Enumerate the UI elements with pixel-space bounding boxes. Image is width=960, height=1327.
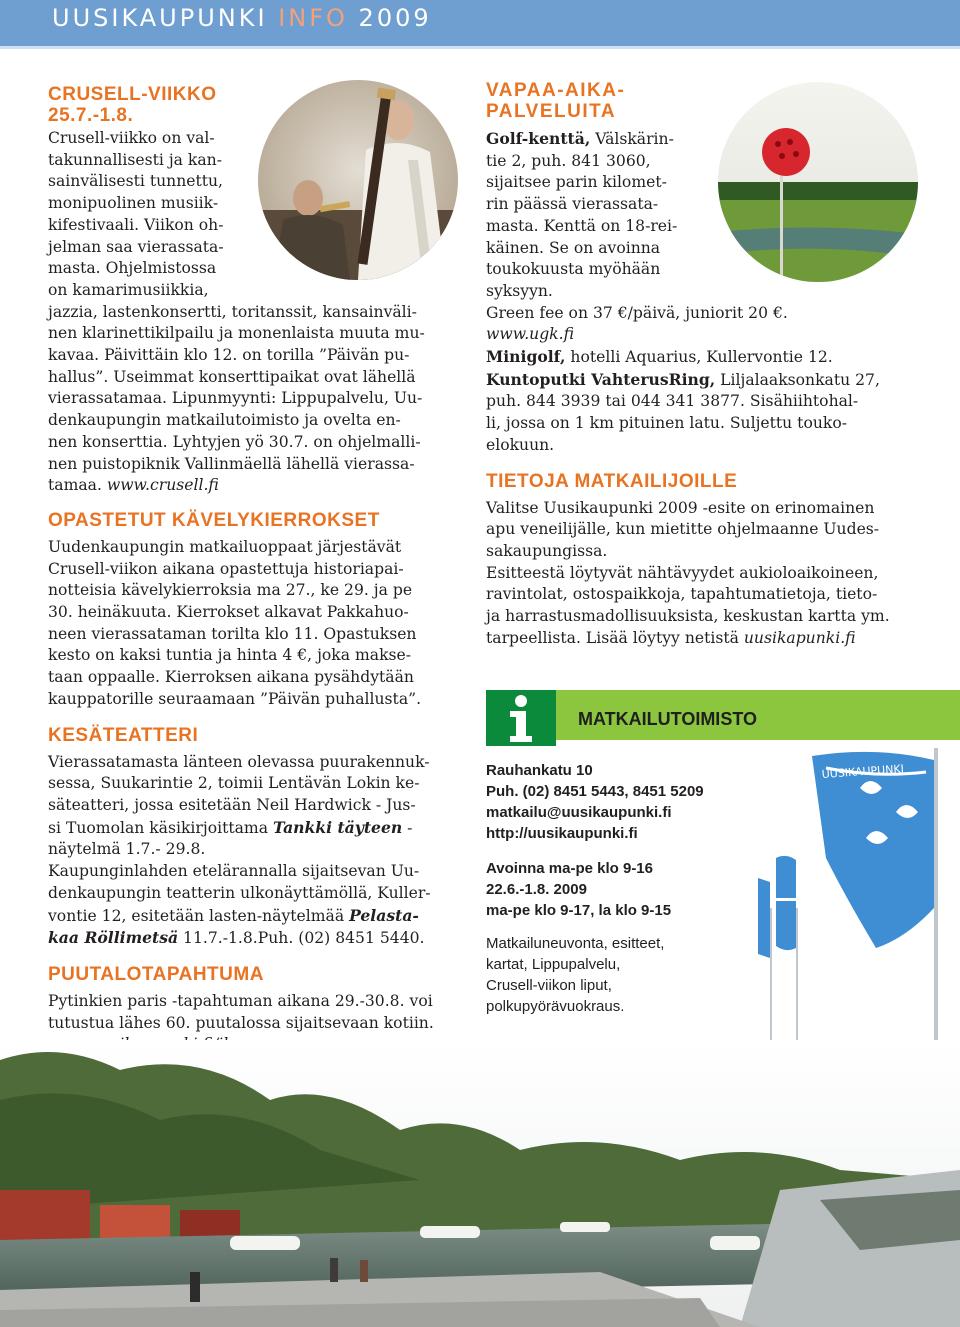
golf-line: sijaitsee parin kilomet- [486,173,667,192]
flag-text: UUSIKAUPUNKI [821,762,905,781]
leisure-heading-line2: PALVELUITA [486,101,617,122]
crusell-line: jazzia, lastenkonsertti, toritanssit, kansainväli- [48,302,417,321]
crusell-line: kifestivaali. Viikon oh- [48,215,224,234]
wood-heading: PUUTALOTAPAHTUMA [48,963,264,985]
walks-line: taan oppaalle. Kierroksen aikana pysähdytään [48,668,414,687]
kunto-address: Liljalaaksonkatu 27, [715,370,880,389]
office-address: Rauhankatu 10 [486,762,593,779]
minigolf-line [486,346,916,369]
theatre-line4-text: si Tuomolan käsikirjoittama [48,818,273,837]
office-hours: Avoinna ma-pe klo 9-16 [486,860,653,877]
leisure-heading [486,80,916,122]
header-title-year: 2009 [347,4,432,32]
theatre-line [48,905,454,928]
harbour-photo [0,1040,960,1327]
walks-line: kauppatorille seuraamaan ”Päivän puhallusta”. [48,689,422,708]
golf-link[interactable]: www.ugk.fi [486,325,574,344]
header-title [52,4,432,32]
kunto-title: Kuntoputki VahterusRing, [486,369,716,389]
theatre-line [48,927,454,950]
leisure-heading-line1: VAPAA-AIKA- [486,80,626,101]
right-column [486,80,916,649]
crusell-line: hallus”. Useimmat konserttipaikat ovat lähellä [48,367,416,386]
golf-line: rin päässä vierassata- [486,195,659,214]
walks-text [48,537,454,711]
crusell-line: jelman saa vierassata- [48,237,224,256]
tourists-last-text: tarpeellista. Lisää löytyy netistä [486,628,744,647]
theatre-line [48,817,454,840]
office-service-line: Matkailuneuvonta, esitteet, [486,935,665,952]
crusell-heading-dates: 25.7.-1.8. [48,105,134,126]
kunto-line: li, jossa on 1 km pituinen latu. Suljettu touko- [486,414,847,433]
crusell-text [48,128,454,497]
header-rule [0,46,960,49]
tourist-office-title: MATKAILUTOIMISTO [578,709,757,729]
tourists-line: ravintolat, ostospaikkoja, tapahtumatietoja, tieto- [486,585,878,604]
tourists-line: Esitteestä löytyvät nähtävyydet aukioloaikoineen, [486,563,879,582]
tourists-line: apu veneilijälle, kun mietitte ohjelmaanne Uudes- [486,520,880,539]
crusell-line: Crusell-viikko on val- [48,129,215,147]
office-season: 22.6.-1.8. 2009 [486,881,587,898]
crusell-line: denkaupungin matkailutoimisto ja ovelta en- [48,411,401,430]
theatre-kids-play-title: Pelasta- [349,905,419,925]
info-glyph [486,690,556,746]
crusell-heading [48,84,454,126]
golf-title: Golf-kenttä, [486,129,591,148]
tourist-office-details [486,760,746,1017]
header-title-part1: UUSIKAUPUNKI [52,4,279,32]
crusell-line: nen konserttia. Lyhtyjen yö 30.7. on ohjelmalli- [48,432,421,451]
office-season-hours: ma-pe klo 9-17, la klo 9-15 [486,902,672,919]
kunto-line: puh. 844 3939 tai 044 341 3877. Sisähiihtohal- [486,392,859,411]
crusell-line: nen puistopiknik Vallinmäellä lähellä vierassa- [48,454,415,473]
tourists-link[interactable]: uusikapunki.fi [743,628,856,647]
theatre-heading: KESÄTEATTERI [48,724,199,746]
theatre-text [48,752,454,950]
crusell-line: monipuolinen musiik- [48,194,219,213]
minigolf-title: Minigolf, [486,347,566,367]
crusell-line: on kamarimusiikkia, [48,280,209,299]
kunto-line [486,369,916,392]
theatre-line: denkaupungin teatterin ulkonäyttämöllä, Kuller- [48,883,431,902]
theatre-line: säteatteri, jossa esitetään Neil Hardwick - Jus- [48,795,416,814]
crusell-link[interactable]: www.crusell.fi [106,476,219,495]
walks-line: 30. heinäkuuta. Kierrokset alkavat Pakkahuo- [48,603,409,622]
office-spacer [486,844,746,858]
tourists-line: sakaupungissa. [486,541,608,560]
theatre-line4-suffix: - [402,818,413,837]
office-service-line: kartat, Lippupalvelu, [486,956,621,973]
golf-line: käinen. Se on avoinna [486,238,661,257]
golf-fee: Green fee on 37 €/päivä, juniorit 20 €. [486,303,788,322]
tourists-line: ja harrastusmadollisuuksista, keskustan kartta ym. [486,607,890,626]
crusell-line: vierassatamaa. Lipunmyynti: Lippupalvelu, Uu- [48,389,423,408]
minigolf-address: hotelli Aquarius, Kullervontie 12. [565,348,833,367]
kunto-line: elokuun. [486,435,555,454]
tourists-text [486,498,916,650]
crusell-line: takunnallisesti ja kan- [48,150,222,169]
tourists-heading: TIETOJA MATKAILIJOILLE [486,470,738,492]
leisure-text [486,128,916,457]
wood-line: tutustua lähes 60. puutalossa sijaitsevaan kotiin. [48,1013,434,1032]
theatre-line: näytelmä 1.7.- 29.8. [48,840,206,859]
office-web[interactable]: http://uusikaupunki.fi [486,825,638,842]
walks-line: neen vierassataman torilta klo 11. Opastuksen [48,624,417,643]
theatre-line: Kaupunginlahden etelärannalla sijaitsevan Uu- [48,862,420,881]
golf-line: masta. Kenttä on 18-rei- [486,216,678,235]
office-phone: Puh. (02) 8451 5443, 8451 5209 [486,783,704,800]
golf-line: tie 2, puh. 841 3060, [486,151,651,170]
office-spacer [486,921,746,933]
theatre-line: Vierassatamasta länteen olevassa puurakennuk- [48,752,430,771]
page-header [0,0,960,46]
theatre-line: sessa, Suukarintie 2, toimii Lentävän Lokin ke- [48,774,420,793]
office-service-line: Crusell-viikon liput, [486,977,612,994]
flags-illustration [756,748,960,1048]
crusell-last-text: tamaa. [48,476,107,495]
theatre-kids-play-title-end: kaa Röllimetsä [48,928,179,948]
golf-line: syksyyn. [486,281,553,300]
golf-line [486,128,916,151]
crusell-heading-title: CRUSELL-VIIKKO [48,84,217,105]
golf-line: toukokuusta myöhään [486,260,661,279]
walks-line: Uudenkaupungin matkailuoppaat järjestävät [48,537,402,556]
left-column [48,84,454,1056]
office-email[interactable]: matkailu@uusikaupunki.fi [486,804,672,821]
crusell-line: sainvälisesti tunnettu, [48,172,224,191]
theatre-line8-text: vontie 12, esitetään lasten-näytelmää [48,906,350,925]
tourists-last-line [486,628,916,650]
wood-line: Pytinkien paris -tapahtuman aikana 29.-30.8. voi [48,991,433,1010]
crusell-last-line [48,475,454,497]
theatre-line9-text: 11.7.-1.8.Puh. (02) 8451 5440. [178,929,425,948]
info-icon [486,690,556,746]
theatre-play-title: Tankki täyteen [272,817,403,837]
crusell-line: masta. Ohjelmistossa [48,259,217,278]
office-service-line: polkupyörävuokraus. [486,998,625,1015]
walks-line: Crusell-viikon aikana opastettuja historiapai- [48,559,404,578]
tourists-line: Valitse Uusikaupunki 2009 -esite on erinomainen [486,498,875,517]
walks-heading: OPASTETUT KÄVELYKIERROKSET [48,509,380,531]
crusell-line: kavaa. Päivittäin klo 12. on torilla ”Päivän pu- [48,346,410,365]
walks-line: notteisia kävelykierroksia ma 27., ke 29. ja pe [48,581,413,600]
golf-address-start: Välskärin- [590,130,674,148]
header-title-accent: INFO [278,4,348,32]
walks-line: kesto on kaksi tuntia ja hinta 4 €, joka makse- [48,646,412,665]
crusell-line: nen klarinettikilpailu ja monenlaista muuta mu- [48,324,425,343]
